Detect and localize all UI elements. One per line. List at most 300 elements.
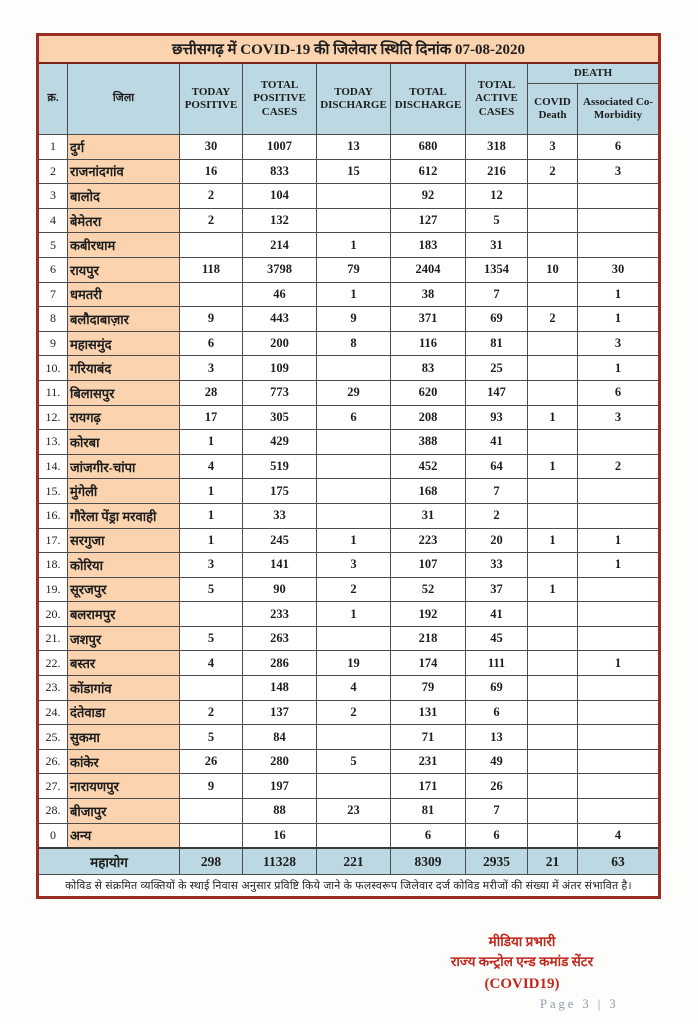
total-active-cell: 7 [466, 799, 528, 824]
total-positive-cell: 84 [243, 725, 317, 750]
today-positive-cell [180, 823, 243, 848]
co-morbidity-cell: 3 [578, 405, 660, 430]
today-positive-cell: 16 [180, 159, 243, 184]
district-row [38, 257, 660, 282]
serial-cell: 19. [38, 577, 68, 602]
covid-death-cell: 1 [528, 577, 578, 602]
co-morbidity-cell [578, 430, 660, 455]
total-positive-cell: 214 [243, 233, 317, 258]
serial-cell: 27. [38, 774, 68, 799]
serial-cell: 2 [38, 159, 68, 184]
covid-death-cell [528, 774, 578, 799]
total-discharge-cell: 52 [391, 577, 466, 602]
district-row [38, 380, 660, 405]
total-positive-cell: 197 [243, 774, 317, 799]
today-discharge-cell: 23 [317, 799, 391, 824]
covid-death-cell [528, 602, 578, 627]
total-positive-cell: 263 [243, 626, 317, 651]
district-row [38, 282, 660, 307]
covid-death-cell [528, 184, 578, 209]
col-header-district: जिला [68, 63, 180, 135]
today-discharge-cell [317, 184, 391, 209]
total-active-cell: 41 [466, 602, 528, 627]
serial-cell: 4 [38, 208, 68, 233]
covid-death-cell: 2 [528, 307, 578, 332]
covid-death-cell [528, 626, 578, 651]
district-cell: बलरामपुर [68, 602, 180, 627]
col-header-total-active: TOTAL ACTIVE CASES [466, 63, 528, 135]
district-row [38, 356, 660, 381]
signature-line-2: राज्य कन्ट्रोल एन्ड कमांड सेंटर [450, 954, 594, 970]
district-cell: गौरेला पेंड्रा मरवाही [68, 503, 180, 528]
covid-death-cell [528, 725, 578, 750]
district-cell: बेमेतरा [68, 208, 180, 233]
today-discharge-cell: 4 [317, 676, 391, 701]
district-cell: महासमुंद [68, 331, 180, 356]
total-active-cell: 37 [466, 577, 528, 602]
today-discharge-cell: 29 [317, 380, 391, 405]
total-active-cell: 69 [466, 676, 528, 701]
district-cell: दंतेवाडा [68, 700, 180, 725]
today-discharge-cell [317, 430, 391, 455]
co-morbidity-cell [578, 184, 660, 209]
district-row [38, 823, 660, 848]
total-positive-cell: 1007 [243, 135, 317, 160]
total-positive-cell: 773 [243, 380, 317, 405]
covid-death-cell [528, 380, 578, 405]
district-row [38, 159, 660, 184]
today-discharge-cell: 6 [317, 405, 391, 430]
total-positive-cell: 200 [243, 331, 317, 356]
total-discharge-cell: 620 [391, 380, 466, 405]
today-discharge-cell: 79 [317, 257, 391, 282]
co-morbidity-cell: 3 [578, 159, 660, 184]
co-morbidity-cell: 3 [578, 331, 660, 356]
district-cell: कांकेर [68, 749, 180, 774]
total-discharge-cell: 131 [391, 700, 466, 725]
today-positive-cell: 28 [180, 380, 243, 405]
today-discharge-cell [317, 479, 391, 504]
co-morbidity-cell: 1 [578, 553, 660, 578]
total-discharge-cell: 208 [391, 405, 466, 430]
district-cell: जशपुर [68, 626, 180, 651]
total-positive-cell: 33 [243, 503, 317, 528]
covid-death-cell [528, 430, 578, 455]
district-row [38, 405, 660, 430]
district-row [38, 577, 660, 602]
col-header-death-group: DEATH [528, 63, 660, 84]
co-morbidity-cell: 4 [578, 823, 660, 848]
today-positive-cell [180, 282, 243, 307]
covid-death-cell [528, 676, 578, 701]
co-morbidity-cell: 2 [578, 454, 660, 479]
total-discharge-cell: 612 [391, 159, 466, 184]
total-positive-cell: 90 [243, 577, 317, 602]
today-discharge-cell: 1 [317, 602, 391, 627]
today-discharge-cell [317, 774, 391, 799]
covid-death-cell [528, 208, 578, 233]
document-title: छत्तीसगढ़ में COVID-19 की जिलेवार स्थिति दिनांक 07-08-2020 [38, 35, 660, 64]
covid-death-cell [528, 331, 578, 356]
total-discharge-cell: 680 [391, 135, 466, 160]
covid-death-cell [528, 282, 578, 307]
total-positive-cell: 104 [243, 184, 317, 209]
today-positive-cell: 2 [180, 184, 243, 209]
serial-cell: 0 [38, 823, 68, 848]
total-active-cell: 1354 [466, 257, 528, 282]
today-positive-cell: 9 [180, 307, 243, 332]
covid-death-cell [528, 799, 578, 824]
serial-cell: 7 [38, 282, 68, 307]
today-positive-cell [180, 233, 243, 258]
total-discharge-cell: 452 [391, 454, 466, 479]
total-discharge-cell: 71 [391, 725, 466, 750]
total-positive-cell: 833 [243, 159, 317, 184]
total-active-cell: 33 [466, 553, 528, 578]
district-row [38, 749, 660, 774]
col-header-total-positive: TOTAL POSITIVE CASES [243, 63, 317, 135]
today-positive-cell: 6 [180, 331, 243, 356]
total-active-cell: 5 [466, 208, 528, 233]
total-discharge-cell: 168 [391, 479, 466, 504]
total-discharge-cell: 6 [391, 823, 466, 848]
today-discharge-cell: 1 [317, 282, 391, 307]
total-discharge-cell: 107 [391, 553, 466, 578]
today-positive-cell: 3 [180, 356, 243, 381]
total-active-cell: 25 [466, 356, 528, 381]
district-row [38, 454, 660, 479]
co-morbidity-cell: 30 [578, 257, 660, 282]
col-header-total-discharge: TOTAL DISCHARGE [391, 63, 466, 135]
total-active-cell: 20 [466, 528, 528, 553]
today-discharge-cell [317, 454, 391, 479]
today-discharge-cell [317, 208, 391, 233]
district-cell: सरगुजा [68, 528, 180, 553]
covid-death-cell: 10 [528, 257, 578, 282]
signature-line-3: (COVID19) [484, 975, 560, 992]
district-row [38, 626, 660, 651]
today-discharge-cell: 1 [317, 233, 391, 258]
covid-death-cell: 1 [528, 528, 578, 553]
co-morbidity-cell [578, 676, 660, 701]
today-discharge-cell [317, 725, 391, 750]
total-discharge-cell: 223 [391, 528, 466, 553]
total-total-discharge: 8309 [391, 848, 466, 875]
total-positive-cell: 280 [243, 749, 317, 774]
total-discharge-cell: 231 [391, 749, 466, 774]
total-active-cell: 93 [466, 405, 528, 430]
district-cell: कोरिया [68, 553, 180, 578]
total-total-active: 2935 [466, 848, 528, 875]
co-morbidity-cell [578, 577, 660, 602]
total-positive-cell: 245 [243, 528, 317, 553]
today-positive-cell: 17 [180, 405, 243, 430]
district-row [38, 430, 660, 455]
district-row [38, 233, 660, 258]
today-positive-cell: 5 [180, 626, 243, 651]
today-discharge-cell [317, 626, 391, 651]
total-positive-cell: 137 [243, 700, 317, 725]
district-row [38, 725, 660, 750]
covid-death-cell [528, 356, 578, 381]
today-discharge-cell: 1 [317, 528, 391, 553]
total-covid-death: 21 [528, 848, 578, 875]
serial-cell: 12. [38, 405, 68, 430]
district-row [38, 602, 660, 627]
today-positive-cell: 118 [180, 257, 243, 282]
district-cell: मुंगेली [68, 479, 180, 504]
serial-cell: 6 [38, 257, 68, 282]
total-positive-cell: 443 [243, 307, 317, 332]
co-morbidity-cell [578, 774, 660, 799]
serial-cell: 1 [38, 135, 68, 160]
co-morbidity-cell [578, 479, 660, 504]
district-cell: जांजगीर-चांपा [68, 454, 180, 479]
covid-death-cell: 1 [528, 454, 578, 479]
total-active-cell: 7 [466, 282, 528, 307]
total-row [38, 848, 660, 875]
total-active-cell: 69 [466, 307, 528, 332]
district-cell: बस्तर [68, 651, 180, 676]
total-positive-cell: 88 [243, 799, 317, 824]
co-morbidity-cell: 1 [578, 282, 660, 307]
today-discharge-cell [317, 503, 391, 528]
covid-death-cell [528, 479, 578, 504]
co-morbidity-cell [578, 700, 660, 725]
district-row [38, 331, 660, 356]
district-row [38, 799, 660, 824]
today-positive-cell: 2 [180, 700, 243, 725]
serial-cell: 26. [38, 749, 68, 774]
today-positive-cell: 5 [180, 725, 243, 750]
total-today-positive: 298 [180, 848, 243, 875]
total-today-discharge: 221 [317, 848, 391, 875]
district-row [38, 528, 660, 553]
district-row [38, 700, 660, 725]
total-discharge-cell: 171 [391, 774, 466, 799]
today-positive-cell: 3 [180, 553, 243, 578]
total-active-cell: 64 [466, 454, 528, 479]
today-discharge-cell: 2 [317, 700, 391, 725]
total-discharge-cell: 2404 [391, 257, 466, 282]
total-discharge-cell: 81 [391, 799, 466, 824]
today-discharge-cell [317, 823, 391, 848]
total-positive-cell: 429 [243, 430, 317, 455]
co-morbidity-cell [578, 208, 660, 233]
total-discharge-cell: 127 [391, 208, 466, 233]
co-morbidity-cell: 1 [578, 307, 660, 332]
today-positive-cell: 1 [180, 479, 243, 504]
total-active-cell: 6 [466, 823, 528, 848]
co-morbidity-cell: 6 [578, 380, 660, 405]
today-positive-cell: 2 [180, 208, 243, 233]
district-cell: रायपुर [68, 257, 180, 282]
district-cell: राजनांदगांव [68, 159, 180, 184]
col-header-today-discharge: TODAY DISCHARGE [317, 63, 391, 135]
district-cell: कबीरधाम [68, 233, 180, 258]
today-positive-cell: 1 [180, 430, 243, 455]
total-active-cell: 6 [466, 700, 528, 725]
covid-death-cell [528, 651, 578, 676]
district-cell: गरियाबंद [68, 356, 180, 381]
covid-death-cell: 1 [528, 405, 578, 430]
district-row [38, 774, 660, 799]
serial-cell: 13. [38, 430, 68, 455]
total-positive-cell: 16 [243, 823, 317, 848]
total-active-cell: 81 [466, 331, 528, 356]
total-positive-cell: 148 [243, 676, 317, 701]
total-active-cell: 12 [466, 184, 528, 209]
today-positive-cell [180, 676, 243, 701]
total-active-cell: 13 [466, 725, 528, 750]
col-header-serial: क्र. [38, 63, 68, 135]
district-cell: बलौदाबाज़ार [68, 307, 180, 332]
serial-cell: 28. [38, 799, 68, 824]
total-positive-cell: 175 [243, 479, 317, 504]
signature-block [408, 932, 636, 995]
covid-death-cell: 2 [528, 159, 578, 184]
total-discharge-cell: 79 [391, 676, 466, 701]
col-header-covid-death: COVID Death [528, 84, 578, 135]
district-cell: सुकमा [68, 725, 180, 750]
today-discharge-cell: 13 [317, 135, 391, 160]
district-cell: रायगढ़ [68, 405, 180, 430]
total-active-cell: 7 [466, 479, 528, 504]
co-morbidity-cell [578, 602, 660, 627]
total-active-cell: 31 [466, 233, 528, 258]
covid-death-cell [528, 823, 578, 848]
today-discharge-cell [317, 356, 391, 381]
today-positive-cell: 4 [180, 651, 243, 676]
co-morbidity-cell [578, 503, 660, 528]
co-morbidity-cell: 1 [578, 528, 660, 553]
total-discharge-cell: 183 [391, 233, 466, 258]
serial-cell: 14. [38, 454, 68, 479]
total-positive-cell: 305 [243, 405, 317, 430]
district-cell: कोंडागांव [68, 676, 180, 701]
today-positive-cell: 1 [180, 528, 243, 553]
district-cell: सूरजपुर [68, 577, 180, 602]
co-morbidity-cell: 1 [578, 356, 660, 381]
serial-cell: 20. [38, 602, 68, 627]
serial-cell: 21. [38, 626, 68, 651]
today-positive-cell: 9 [180, 774, 243, 799]
district-row [38, 676, 660, 701]
total-co-morbidity: 63 [578, 848, 660, 875]
serial-cell: 5 [38, 233, 68, 258]
total-discharge-cell: 218 [391, 626, 466, 651]
today-positive-cell [180, 602, 243, 627]
total-discharge-cell: 38 [391, 282, 466, 307]
total-positive-cell: 109 [243, 356, 317, 381]
total-positive-cell: 132 [243, 208, 317, 233]
covid-status-table [36, 33, 661, 899]
serial-cell: 25. [38, 725, 68, 750]
co-morbidity-cell [578, 626, 660, 651]
district-row [38, 184, 660, 209]
today-discharge-cell: 5 [317, 749, 391, 774]
header-row-1 [38, 63, 660, 84]
today-discharge-cell: 9 [317, 307, 391, 332]
today-discharge-cell: 19 [317, 651, 391, 676]
district-row [38, 503, 660, 528]
col-header-co-morbidity: Associated Co-Morbidity [578, 84, 660, 135]
serial-cell: 24. [38, 700, 68, 725]
covid-death-cell [528, 749, 578, 774]
page-number-label: Page 3 | 3 [540, 997, 619, 1011]
serial-cell: 16. [38, 503, 68, 528]
total-active-cell: 111 [466, 651, 528, 676]
total-total-positive: 11328 [243, 848, 317, 875]
district-row [38, 479, 660, 504]
co-morbidity-cell [578, 799, 660, 824]
total-discharge-cell: 31 [391, 503, 466, 528]
total-active-cell: 45 [466, 626, 528, 651]
col-header-today-positive: TODAY POSITIVE [180, 63, 243, 135]
co-morbidity-cell: 6 [578, 135, 660, 160]
total-discharge-cell: 192 [391, 602, 466, 627]
district-cell: दुर्ग [68, 135, 180, 160]
total-label: महायोग [38, 848, 180, 875]
district-cell: कोरबा [68, 430, 180, 455]
district-cell: बीजापुर [68, 799, 180, 824]
covid-death-cell: 3 [528, 135, 578, 160]
co-morbidity-cell: 1 [578, 651, 660, 676]
district-cell: धमतरी [68, 282, 180, 307]
total-active-cell: 2 [466, 503, 528, 528]
signature-line-1: मीडिया प्रभारी [488, 934, 556, 949]
district-cell: अन्य [68, 823, 180, 848]
serial-cell: 22. [38, 651, 68, 676]
total-active-cell: 147 [466, 380, 528, 405]
co-morbidity-cell [578, 725, 660, 750]
district-row [38, 553, 660, 578]
today-positive-cell: 5 [180, 577, 243, 602]
district-row [38, 651, 660, 676]
total-positive-cell: 286 [243, 651, 317, 676]
serial-cell: 18. [38, 553, 68, 578]
total-discharge-cell: 174 [391, 651, 466, 676]
district-cell: बिलासपुर [68, 380, 180, 405]
serial-cell: 9 [38, 331, 68, 356]
district-row [38, 208, 660, 233]
total-positive-cell: 233 [243, 602, 317, 627]
serial-cell: 3 [38, 184, 68, 209]
covid-death-cell [528, 233, 578, 258]
today-discharge-cell: 2 [317, 577, 391, 602]
total-positive-cell: 141 [243, 553, 317, 578]
total-active-cell: 41 [466, 430, 528, 455]
today-discharge-cell: 3 [317, 553, 391, 578]
district-cell: नारायणपुर [68, 774, 180, 799]
today-positive-cell: 30 [180, 135, 243, 160]
co-morbidity-cell [578, 233, 660, 258]
co-morbidity-cell [578, 749, 660, 774]
total-discharge-cell: 83 [391, 356, 466, 381]
district-cell: बालोद [68, 184, 180, 209]
footnote-text: कोविड से संक्रमित व्यक्तियों के स्थाई निवास अनुसार प्रविष्टि किये जाने के फलस्वरूप जिलेवार दर्ज कोविड मरीजों की संख्या में अंतर संभावित है। [38, 875, 660, 898]
serial-cell: 17. [38, 528, 68, 553]
covid-death-cell [528, 553, 578, 578]
district-row [38, 307, 660, 332]
footnote-row [38, 875, 660, 898]
serial-cell: 23. [38, 676, 68, 701]
total-active-cell: 49 [466, 749, 528, 774]
total-positive-cell: 46 [243, 282, 317, 307]
total-active-cell: 26 [466, 774, 528, 799]
serial-cell: 11. [38, 380, 68, 405]
today-discharge-cell: 15 [317, 159, 391, 184]
